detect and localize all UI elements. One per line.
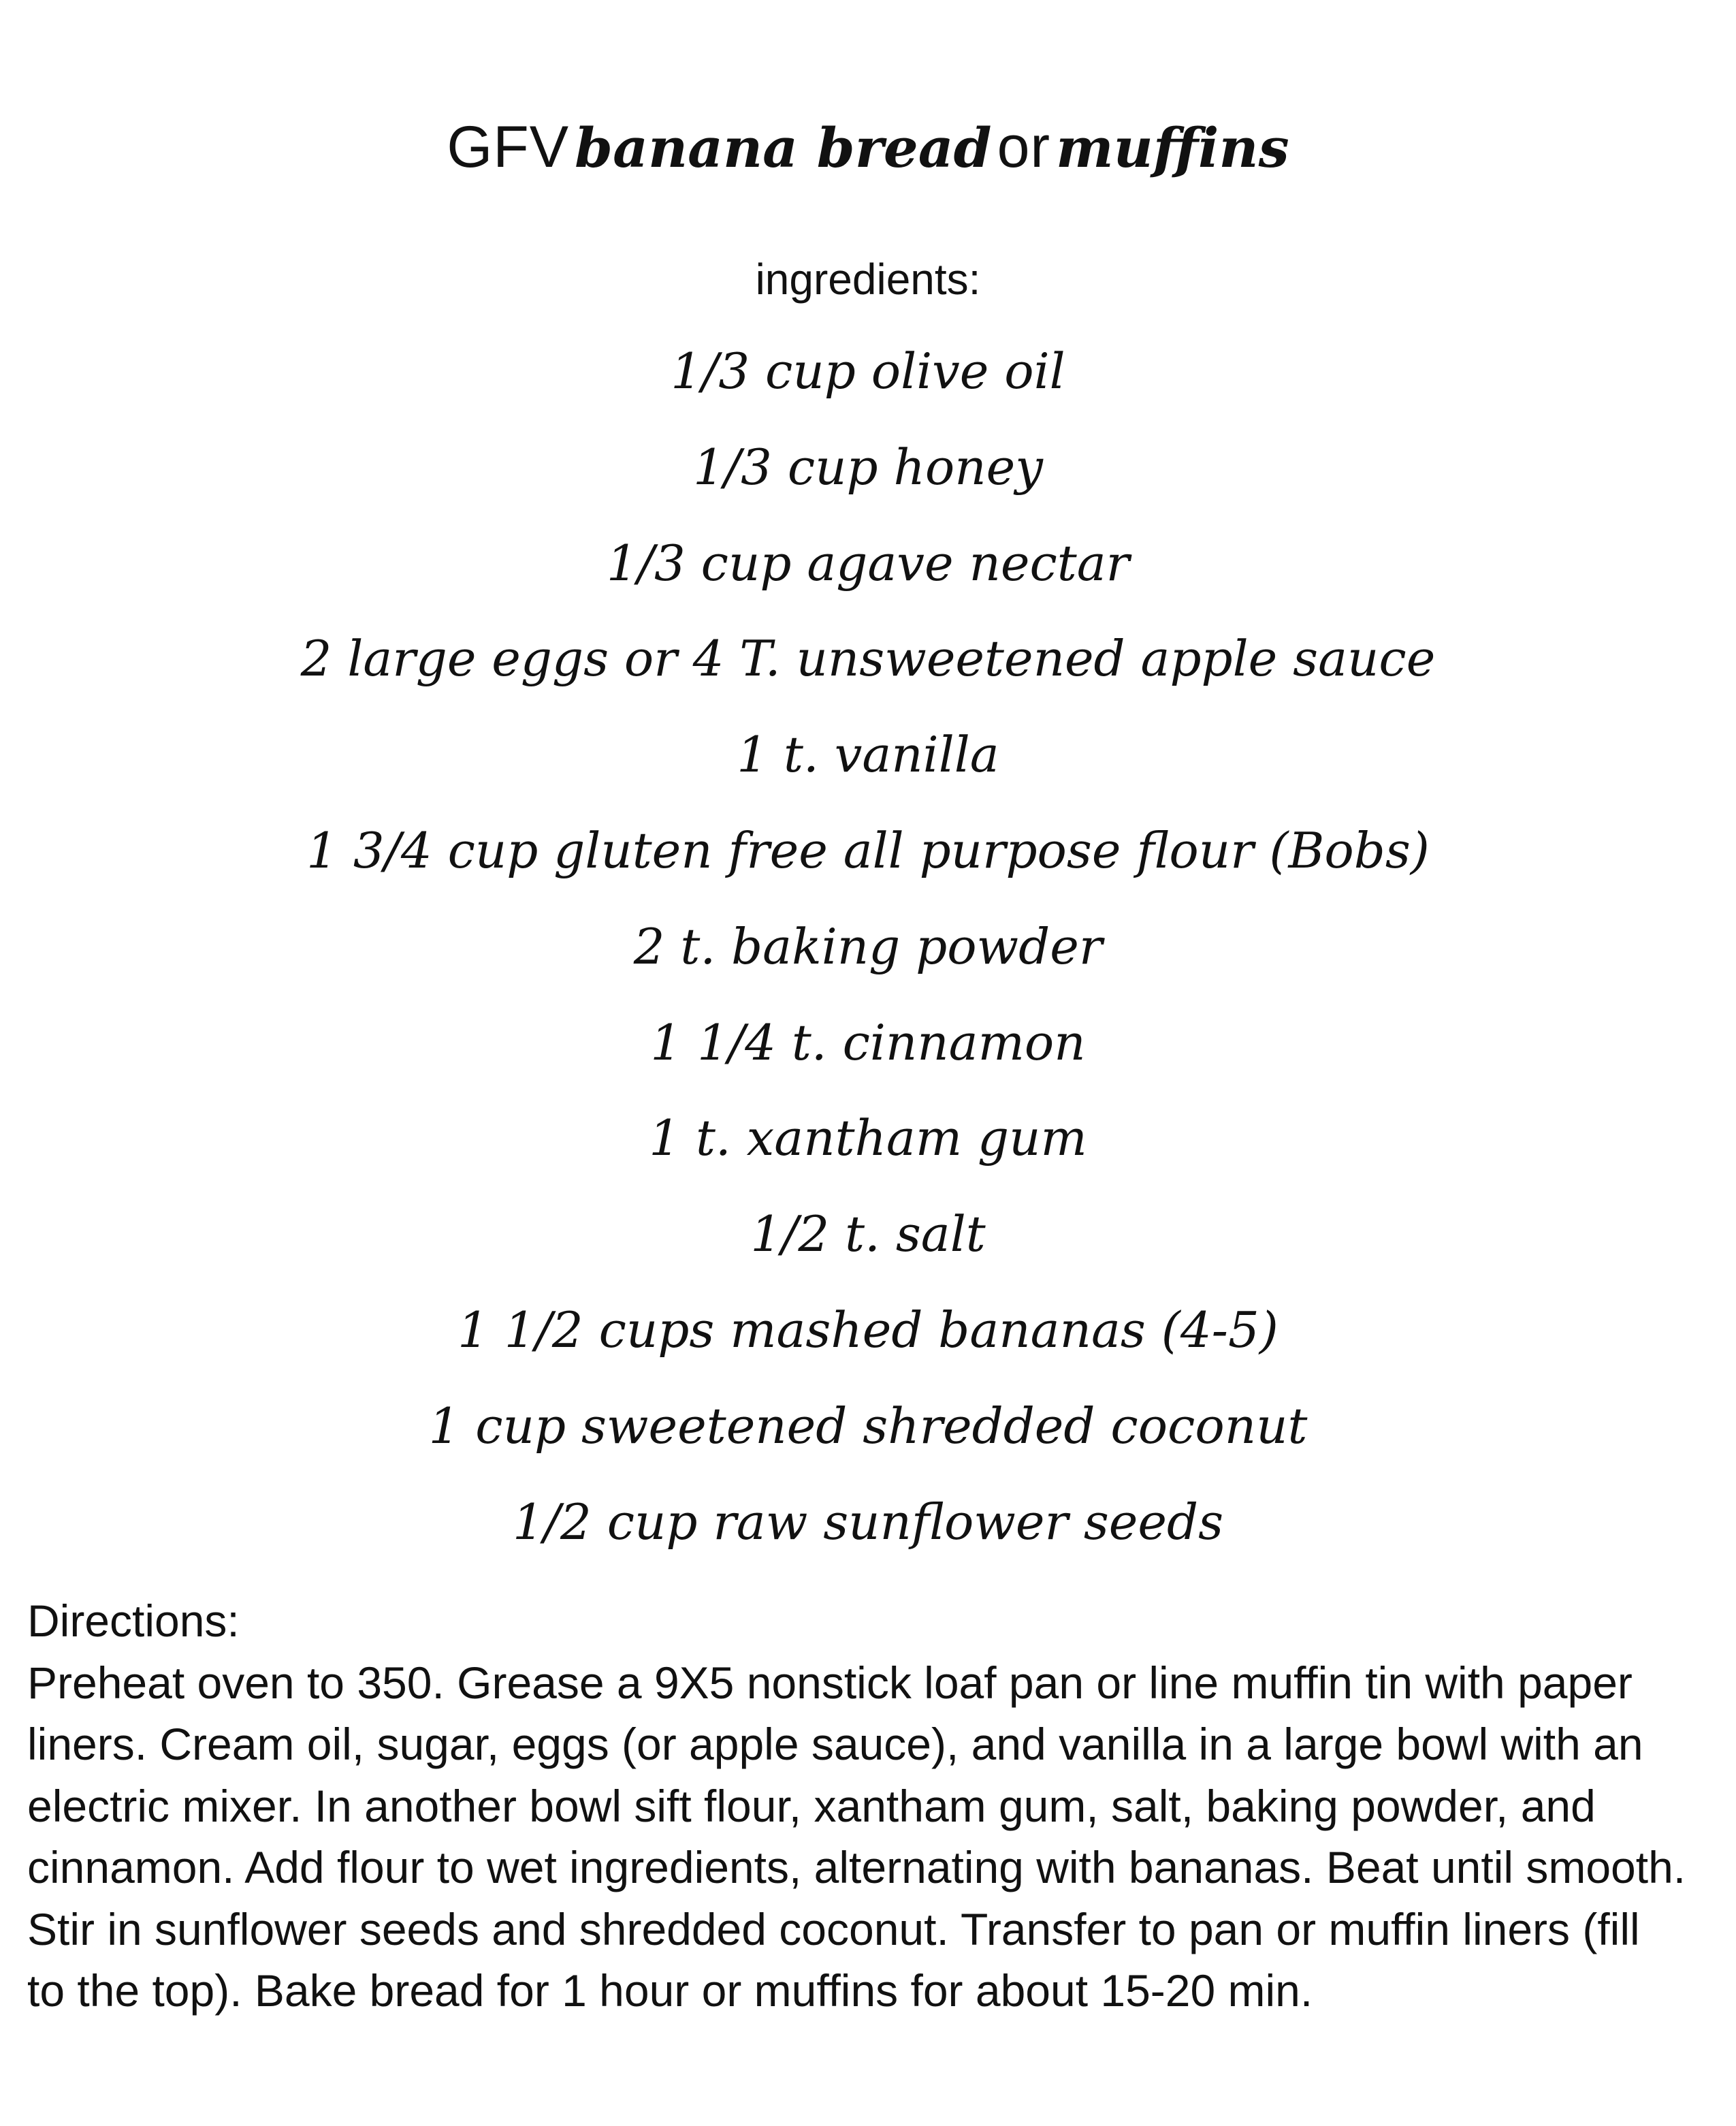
ingredients-list	[0, 334, 1736, 1580]
recipe-title	[0, 103, 1736, 204]
directions-section	[27, 1590, 1688, 2022]
ingredient-item: 2 t. baking powder	[633, 917, 1103, 975]
ingredient-item: 1 1/2 cups mashed bananas (4-5)	[457, 1301, 1279, 1359]
ingredient-item: 1 t. xantham gum	[649, 1109, 1087, 1167]
ingredient-item: 1/2 t. salt	[750, 1205, 986, 1263]
title-item-banana-bread: banana bread	[575, 116, 992, 180]
ingredient-item: 2 large eggs or 4 T. unsweetened apple sauce	[300, 630, 1436, 688]
title-prefix: GFV	[447, 114, 570, 180]
ingredient-item: 1/3 cup agave nectar	[606, 534, 1130, 592]
directions-text: Preheat oven to 350. Grease a 9X5 nonstick loaf pan or line muffin tin with paper liners. Cream oil, sugar, eggs (or apple sauce), and vanilla in a large bowl with an electric mixer. In another bowl sift flour, xantham gum, salt, baking powder, and cinnamon. Add flour to wet ingredients, alternating with bananas. Beat until smooth. Stir in sunflower seeds and shredded coconut. Transfer to pan or muffin liners (fill to the top). Bake bread for 1 hour or muffins for about 15-20 min.	[27, 1657, 1686, 2016]
ingredient-item: 1/2 cup raw sunflower seeds	[512, 1493, 1224, 1551]
ingredient-item: 1 cup sweetened shredded coconut	[428, 1397, 1308, 1455]
title-connector: or	[997, 114, 1051, 180]
directions-heading: Directions:	[27, 1596, 240, 1646]
ingredient-item: 1 t. vanilla	[737, 726, 999, 784]
title-item-muffins: muffins	[1056, 116, 1289, 180]
ingredient-item: 1 3/4 cup gluten free all purpose flour (Bobs)	[306, 821, 1430, 879]
ingredient-item: 1/3 cup olive oil	[671, 343, 1065, 400]
ingredient-item: 1/3 cup honey	[693, 438, 1043, 496]
ingredient-item: 1 1/4 t. cinnamon	[650, 1013, 1086, 1071]
ingredients-heading: ingredients:	[755, 255, 981, 304]
